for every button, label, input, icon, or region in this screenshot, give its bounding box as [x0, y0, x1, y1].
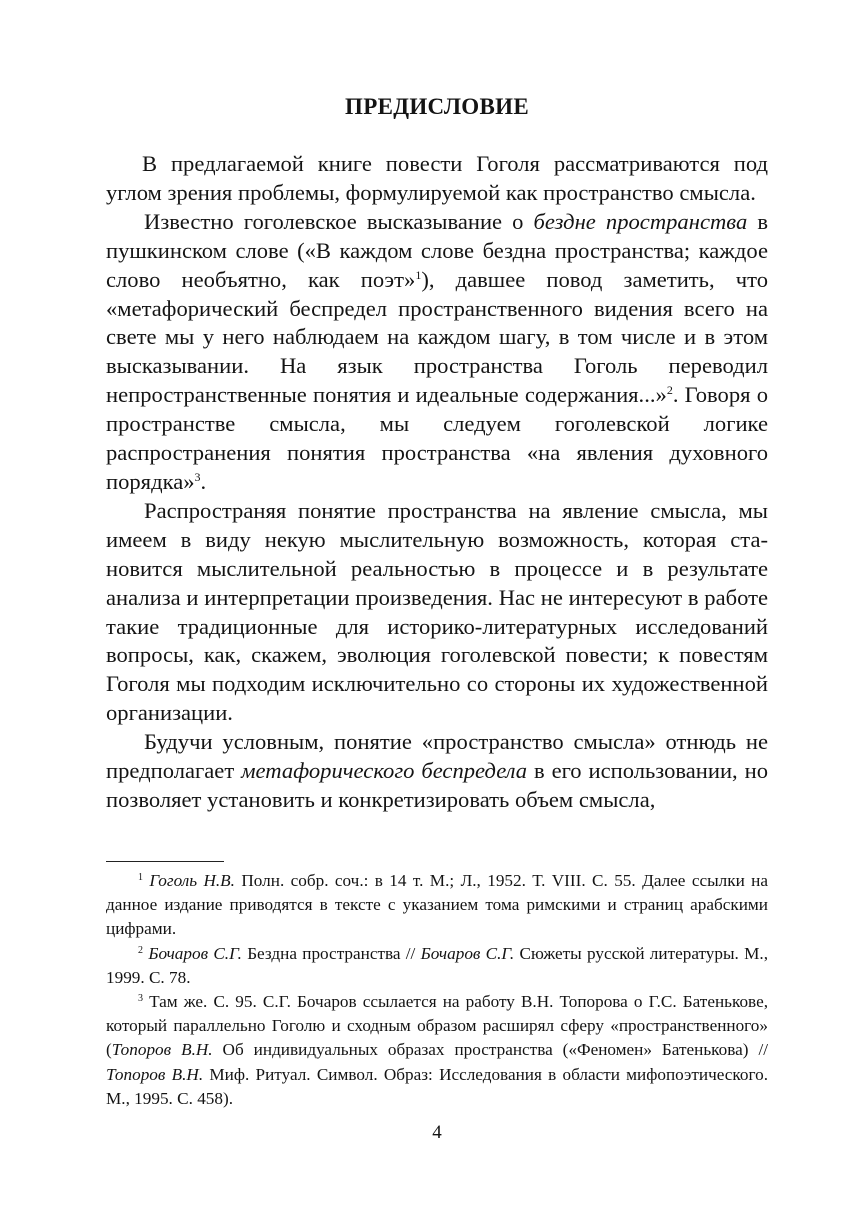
footnote-1-author: Гоголь Н.В. — [149, 871, 235, 890]
footnote-2-author-1: Бочаров С.Г. — [148, 943, 242, 963]
footnote-3-text-b: Об индивидуальных образах пространства («Феномен» Батенькова) // — [212, 1040, 768, 1060]
footnote-3-author-2: Топоров В.Н. — [106, 1064, 204, 1084]
footnote-2-mark: 2 — [138, 944, 143, 956]
paragraph-4-text-c: в его использовании, но позволяет установить и конкретизировать объем смысла, — [106, 758, 768, 812]
footnote-2 — [106, 942, 768, 990]
footnote-1-text: Полн. собр. соч.: в 14 т. М.; Л., 1952. Т. VIII. С. 55. Далее ссылки на данное издание приводятся в тексте с указанием тома римскими и страниц арабскими цифрами. — [106, 871, 768, 939]
paragraph-4-italic: метафорического беспредела — [241, 758, 528, 784]
main-text — [106, 150, 768, 815]
footnote-3-text-a: Там же. С. 95. С.Г. Бочаров ссылается на работу В.Н. Топорова о Г.С. Батенькове, который параллельно Гоголю и сходным образом расширял сферу «пространственного» ( — [106, 992, 768, 1060]
paragraph-1-text: В предлагаемой книге повести Гоголя рассматриваются под углом зрения проблемы, формулируемой как пространство смысла. — [106, 151, 768, 205]
footnote-3-text-c: Миф. Ритуал. Символ. Образ: Исследования в области мифопоэтического. М., 1995. С. 458). — [106, 1064, 768, 1108]
footnote-3 — [106, 990, 768, 1111]
paragraph-2-text-f: . — [200, 468, 207, 494]
footnote-3-author-1: Топоров В.Н. — [111, 1040, 213, 1060]
footnote-ref-2: 2 — [666, 383, 673, 398]
footnote-2-title: Бездна пространства // — [241, 943, 421, 963]
paragraph-2-text-e: . Говоря о пространстве смысла, мы следуем гоголевской логике распространения понятия пространства «на явления духовного порядка» — [106, 382, 768, 494]
footnotes — [106, 869, 768, 1111]
paragraph-4 — [106, 728, 768, 815]
page-number: 4 — [432, 1122, 442, 1143]
footnote-2-author-2: Бочаров С.Г. — [420, 943, 515, 963]
paragraph-2-text-d: ), давшее повод заметить, что «метафорический беспредел пространственного видения всего на свете мы у него наблюдаем на каждом шагу, в том числе и в этом высказывании. На язык пространства Гоголь переводил непространственные понятия и идеальные содержания...» — [106, 266, 768, 408]
paragraph-1 — [106, 150, 768, 208]
paragraph-2 — [106, 208, 768, 497]
footnote-3-mark: 3 — [138, 993, 143, 1005]
footnote-1-mark: 1 — [138, 872, 143, 883]
footnote-ref-3: 3 — [194, 469, 201, 484]
paragraph-2-text-c: в пушкинском слове («В каждом слове бездна пространства; каждое слово необъятно, как поэт» — [106, 208, 768, 292]
paragraph-2-italic: бездне пространства — [533, 208, 748, 234]
page-title: ПРЕДИСЛОВИЕ — [345, 94, 529, 119]
paragraph-4-text-a: Будучи условным, понятие «пространство смысла» отнюдь не предполагает — [106, 729, 768, 784]
footnote-1 — [106, 869, 768, 942]
paragraph-3-text: Распространяя понятие пространства на явление смысла, мы имеем в виду некую мыслительную возможность, которая становится мыслительной реальностью в процессе и в результате анализа и интерпретации произведения. Нас не интересуют в работе такие традиционные для историко-литературных исследований вопросы, как, скажем, эволюция гоголевской повести; к повестям Гоголя мы подходим исключительно со стороны их художественной организации. — [106, 497, 768, 726]
footnote-ref-1: 1 — [415, 267, 422, 282]
paragraph-2-text-a: Известно гоголевское высказывание о — [144, 208, 534, 234]
paragraph-3 — [106, 497, 768, 728]
footnote-2-text: Сюжеты русской литературы. М., 1999. С. 78. — [106, 943, 768, 987]
footnote-divider — [106, 861, 224, 862]
